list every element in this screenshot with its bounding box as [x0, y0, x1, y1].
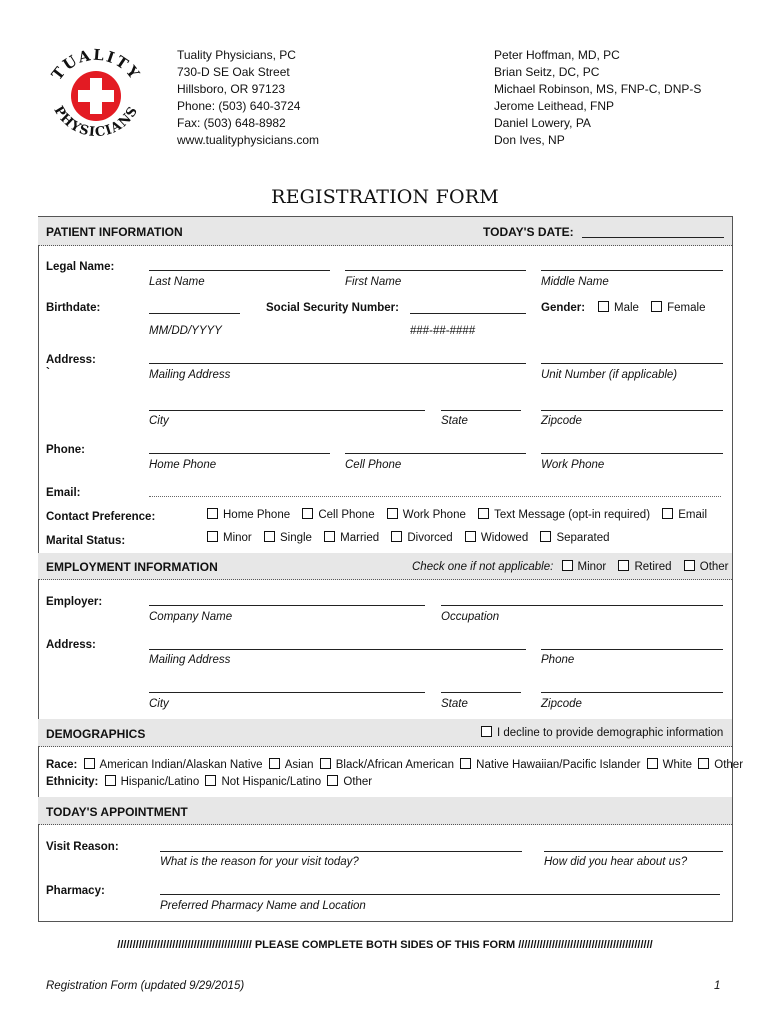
employment-section-title: EMPLOYMENT INFORMATION: [46, 560, 218, 574]
checkbox[interactable]: [320, 758, 331, 769]
employer-phone-hint: Phone: [541, 654, 575, 666]
company-name-field[interactable]: [149, 605, 425, 606]
unit-number-field[interactable]: [541, 363, 723, 364]
clinic-info: [177, 47, 319, 149]
checkbox[interactable]: [562, 560, 573, 571]
employment-minor-option[interactable]: Minor: [562, 560, 607, 574]
contact-work-phone-option[interactable]: Work Phone: [387, 508, 466, 522]
employer-label: Employer:: [46, 596, 103, 608]
birthdate-label: Birthdate:: [46, 302, 101, 314]
complete-both-sides-notice: //////////////////////////////////////////// PLEASE COMPLETE BOTH SIDES OF THIS FORM ////////////////////////////////////////////: [117, 939, 653, 951]
ethnicity-option[interactable]: Not Hispanic/Latino: [205, 775, 321, 789]
checkbox[interactable]: [324, 531, 335, 542]
unit-number-hint: Unit Number (if applicable): [541, 369, 678, 381]
first-name-hint: First Name: [345, 276, 402, 288]
email-label: Email:: [46, 487, 81, 499]
ssn-label: Social Security Number:: [266, 302, 399, 314]
logo-bottom-text: PHYSICIANS: [50, 103, 142, 141]
contact-preference-label: Contact Preference:: [46, 511, 156, 523]
home-phone-field[interactable]: [149, 453, 330, 454]
checkbox[interactable]: [460, 758, 471, 769]
page-number: 1: [714, 980, 721, 992]
contact-text-message-option[interactable]: Text Message (opt-in required): [478, 508, 650, 522]
checkbox[interactable]: [465, 531, 476, 542]
marital-status-label: Marital Status:: [46, 535, 126, 547]
ethnicity-row: [46, 775, 372, 789]
provider: Peter Hoffman, MD, PC: [494, 48, 620, 62]
legal-name-label: Legal Name:: [46, 261, 115, 273]
mailing-address-field[interactable]: [149, 363, 526, 364]
how-heard-hint: How did you hear about us?: [544, 856, 688, 868]
checkbox[interactable]: [105, 775, 116, 786]
provider: Don Ives, NP: [494, 133, 565, 147]
race-option[interactable]: Black/African American: [320, 758, 454, 772]
checkbox[interactable]: [264, 531, 275, 542]
provider: Daniel Lowery, PA: [494, 116, 591, 130]
provider: Jerome Leithead, FNP: [494, 99, 615, 113]
birthdate-field[interactable]: [149, 313, 240, 314]
gender-female-option[interactable]: Female: [651, 301, 705, 315]
clinic-city: Hillsboro, OR 97123: [177, 82, 286, 96]
work-phone-field[interactable]: [541, 453, 723, 454]
employment-not-applicable: [412, 560, 729, 574]
checkbox[interactable]: [84, 758, 95, 769]
demographics-section-title: DEMOGRAPHICS: [46, 727, 146, 741]
checkbox[interactable]: [698, 758, 709, 769]
logo-top-text: TUALITY: [47, 45, 145, 84]
employer-city-hint: City: [149, 698, 169, 710]
phone-label: Phone:: [46, 444, 85, 456]
zipcode-field[interactable]: [541, 410, 723, 411]
form-version: Registration Form (updated 9/29/2015): [46, 980, 245, 992]
last-name-hint: Last Name: [149, 276, 205, 288]
middle-name-hint: Middle Name: [541, 276, 609, 288]
gender-options: [598, 301, 706, 315]
visit-reason-hint: What is the reason for your visit today?: [160, 856, 359, 868]
company-name-hint: Company Name: [149, 611, 233, 623]
race-option[interactable]: Asian: [269, 758, 314, 772]
ethnicity-label: Ethnicity:: [46, 776, 99, 788]
employer-zipcode-hint: Zipcode: [541, 698, 582, 710]
appointment-section-title: TODAY'S APPOINTMENT: [46, 805, 188, 819]
checkbox[interactable]: [478, 508, 489, 519]
checkbox[interactable]: [647, 758, 658, 769]
employment-other-option[interactable]: Other: [684, 560, 729, 574]
checkbox[interactable]: [391, 531, 402, 542]
checkbox[interactable]: [205, 775, 216, 786]
marital-widowed-option[interactable]: Widowed: [465, 531, 528, 545]
ethnicity-option[interactable]: Other: [327, 775, 372, 789]
todays-date-label: TODAY'S DATE:: [483, 225, 574, 239]
checkbox[interactable]: [387, 508, 398, 519]
clinic-website[interactable]: www.tualityphysicians.com: [177, 133, 320, 147]
visit-reason-field[interactable]: [160, 851, 522, 852]
race-option[interactable]: Native Hawaiian/Pacific Islander: [460, 758, 640, 772]
marital-single-option[interactable]: Single: [264, 531, 312, 545]
contact-cell-phone-option[interactable]: Cell Phone: [302, 508, 374, 522]
employer-zipcode-field[interactable]: [541, 692, 723, 693]
employment-check-hint: Check one if not applicable:: [412, 561, 554, 573]
race-label: Race:: [46, 759, 78, 771]
employer-address-label: Address:: [46, 639, 96, 651]
ethnicity-option[interactable]: Hispanic/Latino: [105, 775, 200, 789]
employer-state-hint: State: [441, 698, 468, 710]
todays-date-field[interactable]: [582, 237, 724, 238]
employer-city-field[interactable]: [149, 692, 425, 693]
last-name-field[interactable]: [149, 270, 330, 271]
checkbox[interactable]: [651, 301, 662, 312]
cell-phone-hint: Cell Phone: [345, 459, 402, 471]
ssn-hint: ###-##-####: [410, 325, 476, 337]
checkbox[interactable]: [662, 508, 673, 519]
pharmacy-label: Pharmacy:: [46, 885, 105, 897]
employer-mailing-address-hint: Mailing Address: [149, 654, 231, 666]
occupation-field[interactable]: [441, 605, 723, 606]
birthdate-hint: MM/DD/YYYY: [149, 325, 222, 337]
address-mark: `: [46, 367, 50, 379]
state-field[interactable]: [441, 410, 521, 411]
pharmacy-hint: Preferred Pharmacy Name and Location: [160, 900, 366, 912]
checkbox[interactable]: [327, 775, 338, 786]
employer-state-field[interactable]: [441, 692, 521, 693]
employer-phone-field[interactable]: [541, 649, 723, 650]
logo-cross-horizontal: [78, 90, 114, 102]
marital-divorced-option[interactable]: Divorced: [391, 531, 452, 545]
race-row: [46, 758, 743, 772]
contact-home-phone-option[interactable]: Home Phone: [207, 508, 290, 522]
provider: Brian Seitz, DC, PC: [494, 65, 600, 79]
marital-married-option[interactable]: Married: [324, 531, 379, 545]
work-phone-hint: Work Phone: [541, 459, 605, 471]
contact-preference-options: [207, 508, 707, 522]
how-heard-field[interactable]: [544, 851, 723, 852]
employment-retired-option[interactable]: Retired: [618, 560, 671, 574]
gender-label: Gender:: [541, 302, 586, 314]
checkbox[interactable]: [598, 301, 609, 312]
visit-reason-label: Visit Reason:: [46, 841, 119, 853]
checkbox[interactable]: [207, 508, 218, 519]
ssn-field[interactable]: [410, 313, 526, 314]
occupation-hint: Occupation: [441, 611, 500, 623]
checkbox[interactable]: [269, 758, 280, 769]
marital-status-options: [207, 531, 610, 545]
decline-demographics-option[interactable]: I decline to provide demographic information: [481, 726, 723, 740]
contact-email-option[interactable]: Email: [662, 508, 707, 522]
gender-male-option[interactable]: Male: [598, 301, 639, 315]
checkbox[interactable]: [207, 531, 218, 542]
home-phone-hint: Home Phone: [149, 459, 217, 471]
city-field[interactable]: [149, 410, 425, 411]
logo: [40, 40, 152, 152]
checkbox[interactable]: [302, 508, 313, 519]
clinic-fax: Fax: (503) 648-8982: [177, 116, 286, 130]
race-option[interactable]: White: [647, 758, 692, 772]
zipcode-hint: Zipcode: [541, 415, 582, 427]
checkbox[interactable]: [481, 726, 492, 737]
form-title: REGISTRATION FORM: [271, 186, 499, 208]
first-name-field[interactable]: [345, 270, 526, 271]
middle-name-field[interactable]: [541, 270, 723, 271]
marital-minor-option[interactable]: Minor: [207, 531, 252, 545]
race-option[interactable]: American Indian/Alaskan Native: [84, 758, 263, 772]
city-hint: City: [149, 415, 169, 427]
provider: Michael Robinson, MS, FNP-C, DNP-S: [494, 82, 702, 96]
employer-mailing-address-field[interactable]: [149, 649, 526, 650]
checkbox[interactable]: [540, 531, 551, 542]
provider-list: [494, 47, 701, 149]
race-option[interactable]: Other: [698, 758, 743, 772]
state-hint: State: [441, 415, 468, 427]
clinic-name: Tuality Physicians, PC: [177, 48, 296, 62]
pharmacy-field[interactable]: [160, 894, 720, 895]
patient-section-title: PATIENT INFORMATION: [46, 225, 183, 239]
marital-separated-option[interactable]: Separated: [540, 531, 609, 545]
clinic-street: 730-D SE Oak Street: [177, 65, 290, 79]
mailing-address-hint: Mailing Address: [149, 369, 231, 381]
cell-phone-field[interactable]: [345, 453, 526, 454]
checkbox[interactable]: [618, 560, 629, 571]
email-field[interactable]: [149, 496, 721, 497]
address-label: Address:: [46, 354, 96, 366]
checkbox[interactable]: [684, 560, 695, 571]
clinic-phone: Phone: (503) 640-3724: [177, 99, 301, 113]
logo-graphic: [40, 40, 152, 152]
